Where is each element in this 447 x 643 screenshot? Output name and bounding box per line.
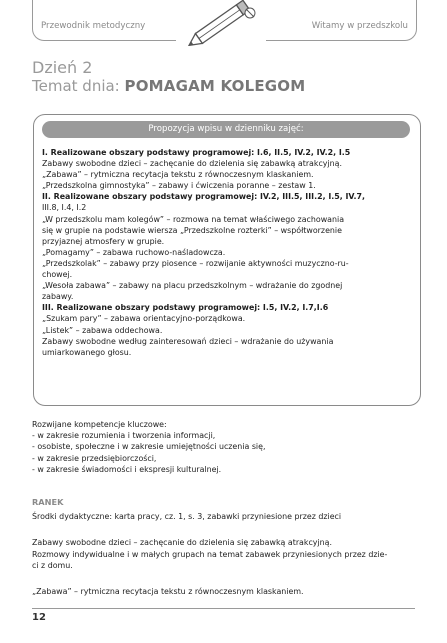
area-heading-2-text: II. Realizowane obszary podstawy programowej: IV.2, III.5, III.2, I.5, IV.7, xyxy=(42,192,366,202)
entry-line: „Szukam pary” – zabawa orientacyjno-porządkowa. xyxy=(42,314,246,324)
entry-line: „Przedszkolna gimnostyka” – zabawy i ćwiczenia poranne – zestaw 1. xyxy=(42,181,316,191)
entry-line: zabawy. xyxy=(42,292,74,302)
topic-prefix: Temat dnia: xyxy=(32,77,125,95)
area-heading-3 xyxy=(42,302,412,313)
area-heading-1-text: I. Realizowane obszary podstawy programowej: I.6, II.5, IV.2, IV.2, I.5 xyxy=(42,148,351,157)
journal-entry-box xyxy=(33,114,421,406)
entry-line: III.8, I.4, I.2 xyxy=(42,203,87,213)
section-label-ranek: RANEK xyxy=(32,497,64,507)
pencil-icon xyxy=(176,0,266,46)
journal-entry-content xyxy=(42,147,412,358)
entry-line: „Przedszkolak” – zabawy przy piosence – rozwijanie aktywności muzyczno-ru- xyxy=(42,258,349,268)
entry-line: „Zabawa” – rytmiczna recytacja tekstu z równoczesnym klaskaniem. xyxy=(42,170,314,180)
entry-line: umiarkowanego głosu. xyxy=(42,347,132,357)
entry-line: „Listek” – zabawa oddechowa. xyxy=(42,325,163,335)
topic-heading xyxy=(32,77,305,95)
entry-line: Zabawy swobodne dzieci – zachęcanie do dzielenia się zabawką atrakcyjną. xyxy=(42,159,343,169)
free-play-heading: Zabawy swobodne dzieci – zachęcanie do dzielenia się zabawką atrakcyjną. xyxy=(32,538,333,547)
page-number: 12 xyxy=(32,612,46,623)
journal-entry-title: Propozycja wpisu w dzienniku zajęć: xyxy=(42,121,410,138)
free-play-line: ci z domu. xyxy=(32,561,73,570)
topic-title: POMAGAM KOLEGOM xyxy=(124,77,306,95)
rhythm-section xyxy=(32,586,422,598)
area-heading-2 xyxy=(42,191,412,202)
rhythm-heading: „Zabawa” – rytmiczna recytacja tekstu z równoczesnym klaskaniem. xyxy=(32,587,304,596)
competences-heading: Rozwijane kompetencje kluczowe: xyxy=(32,420,167,429)
competences-section xyxy=(32,419,422,475)
area-heading-1 xyxy=(42,147,412,158)
teaching-aids-text: Środki dydaktyczne: karta pracy, cz. 1, s. 3, zabawki przyniesione przez dzieci xyxy=(32,512,342,521)
header-left-title: Przewodnik metodyczny xyxy=(41,21,146,31)
entry-line: się w grupie na podstawie wiersza „Przedszkolne rozterki” – współtworzenie xyxy=(42,225,342,235)
header-right-title: Witamy w przedszkolu xyxy=(311,21,408,31)
entry-line: Zabawy swobodne według zainteresowań dzieci – wdrażanie do używania xyxy=(42,336,334,346)
competence-item: - w zakresie przedsiębiorczości, xyxy=(32,453,157,463)
competence-item: - w zakresie świadomości i ekspresji kulturalnej. xyxy=(32,464,222,474)
entry-line: „Pomagamy” – zabawa ruchowo-naśladowcza. xyxy=(42,247,226,257)
free-play-line: Rozmowy indywidualne i w małych grupach na temat zabawek przyniesionych przez dzie- xyxy=(32,549,388,559)
teaching-aids xyxy=(32,511,422,523)
entry-line: „Wesoła zabawa” – zabawy na placu przedszkolnym – wdrażanie do zgodnej xyxy=(42,281,343,291)
area-heading-3-text: III. Realizowane obszary podstawy programowej: I.5, IV.2, I.7,I.6 xyxy=(42,303,329,313)
day-heading: Dzień 2 xyxy=(32,58,93,77)
entry-line: przyjaznej atmosfery w grupie. xyxy=(42,236,165,246)
entry-line: chowej. xyxy=(42,270,73,280)
footer-divider xyxy=(32,608,415,609)
free-play-section xyxy=(32,537,422,572)
competence-item: - osobiste, społeczne i w zakresie umiejętności uczenia się, xyxy=(32,442,266,452)
entry-line: „W przedszkolu mam kolegów” – rozmowa na temat właściwego zachowania xyxy=(42,214,345,224)
competence-item: - w zakresie rozumienia i tworzenia informacji, xyxy=(32,431,216,441)
